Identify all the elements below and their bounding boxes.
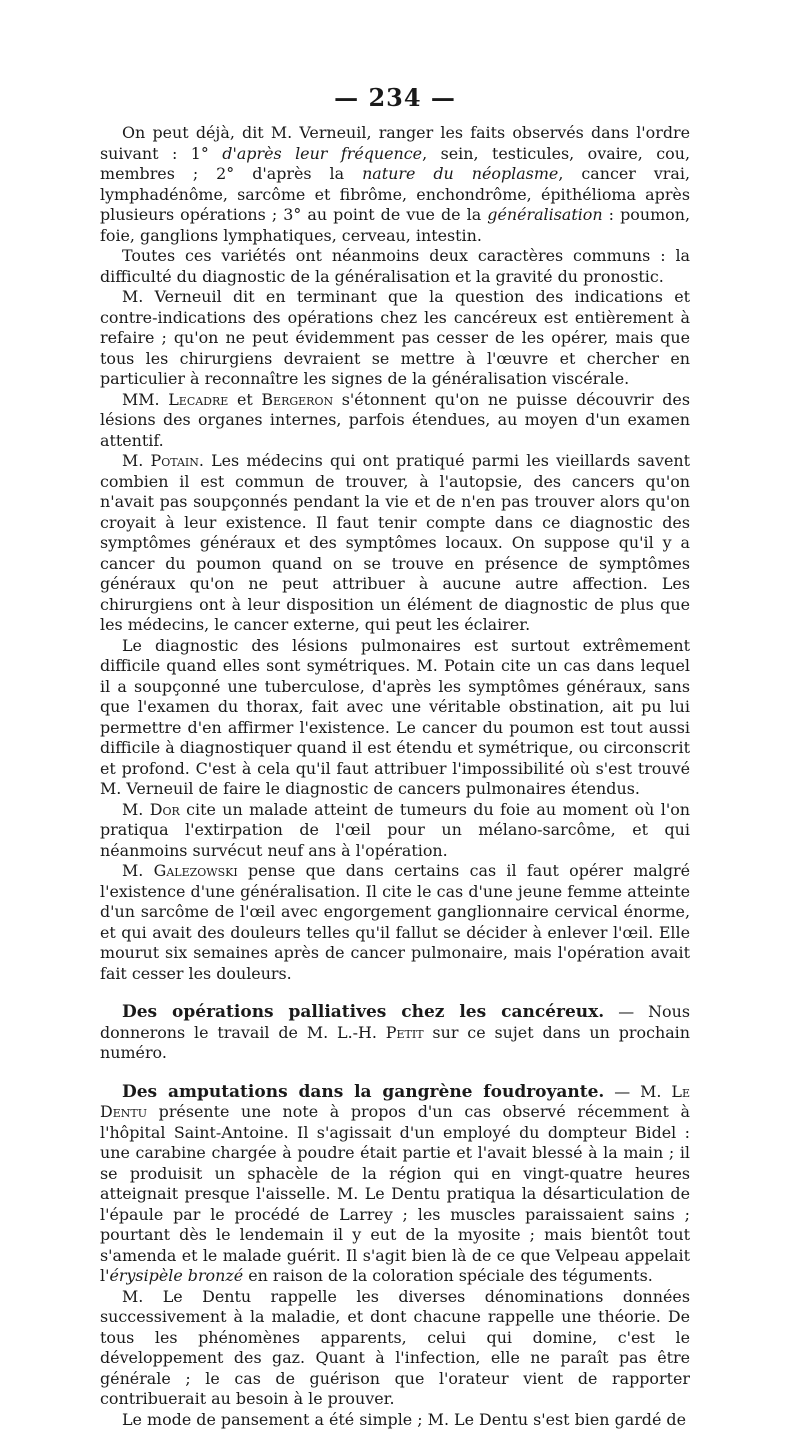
paragraph-dor: M. Dor cite un malade atteint de tumeurs du foie au moment où l'on pratiqua l'extirpation de l'œil pour un mélano-sarcôme, et qui néanmoins survécut neuf ans à l'opération. [100, 799, 690, 860]
section-title: Des amputations dans la gangrène foudroyante. [122, 1081, 605, 1102]
document-page [100, 82, 690, 1430]
speaker-name: Bergeron [261, 389, 334, 409]
speaker-name: Dor [149, 799, 180, 819]
paragraph-verneuil-conclusion: M. Verneuil dit en terminant que la question des indications et contre-indications des opérations chez les cancéreux est entièrement à refaire ; qu'on ne peut évidemment pas cesser de les opérer, mais que tous les chirurgiens devraient se mettre à l'œuvre et chercher en particulier à reconnaître les signes de la généralisation viscérale. [100, 287, 690, 389]
section-palliative-operations: Des opérations palliatives chez les cancéreux. — Nous donnerons le travail de M. L.-H. Petit sur ce sujet dans un prochain numéro. [100, 1002, 690, 1063]
paragraph-potain: M. Potain. Les médecins qui ont pratiqué parmi les vieillards savent combien il est commun de trouver, à l'autopsie, des cancers qu'on n'avait pas soupçonnés pendant la vie et de n'en pas trouver alors qu'on croyait à leur existence. Il faut tenir compte dans ce diagnostic des symptômes généraux et des symptômes locaux. On suppose qu'il y a cancer du poumon quand on se trouve en présence de symptômes généraux qu'on ne peut attribuer à aucune autre affection. Les chirurgiens ont à leur disposition un élément de diagnostic de plus que les médecins, le cancer externe, qui peut les éclairer. [100, 451, 690, 635]
paragraph-common-characters: Toutes ces variétés ont néanmoins deux caractères communs : la difficulté du diagnostic de la généralisation et la gravité du pronostic. [100, 246, 690, 286]
paragraph-lecadre-bergeron: MM. Lecadre et Bergeron s'étonnent qu'on ne puisse découvrir des lésions des organes internes, parfois étendues, au moyen d'un examen attentif. [100, 389, 690, 450]
paragraph-pulmonary-diagnosis: Le diagnostic des lésions pulmonaires est surtout extrêmement difficile quand elles sont symétriques. M. Potain cite un cas dans lequel il a soupçonné une tuberculose, d'après les symptômes généraux, sans que l'examen du thorax, fait avec une véritable obstination, ait pu lui permettre d'en affirmer l'existence. Le cancer du poumon est tout aussi difficile à diagnostiquer quand il est étendu et symétrique, ou circonscrit et profond. C'est à cela qu'il faut attribuer l'impossibilité où s'est trouvé M. Verneuil de faire le diagnostic de cancers pulmonaires étendus. [100, 635, 690, 799]
paragraph-galezowski: M. Galezowski pense que dans certains cas il faut opérer malgré l'existence d'une généralisation. Il cite le cas d'une jeune femme atteinte d'un sarcôme de l'œil avec engorgement ganglionnaire cervical énorme, et qui avait des douleurs telles qu'il fallut se décider à enlever l'œil. Elle mourut six semaines après de cancer pulmonaire, mais l'opération avait fait cesser les douleurs. [100, 861, 690, 983]
paragraph-le-dentu-theories: M. Le Dentu rappelle les diverses dénominations données successivement à la maladie, et dont chacune rappelle une théorie. De tous les phénomènes apparents, celui qui domine, c'est le développement des gaz. Quant à l'infection, elle ne paraît pas être générale ; le cas de guérison que l'orateur vient de rapporter contribuerait au besoin à le prouver. [100, 1286, 690, 1409]
section-amputations-gangrene: Des amputations dans la gangrène foudroyante. — M. Le Dentu présente une note à propos d'un cas observé récemment à l'hôpital Saint-Antoine. Il s'agissait d'un employé du dompteur Bidel : une carabine chargée à poudre était partie et l'avait blessé à la main ; il se produisit un sphacèle de la région qui en vingt-quatre heures atteignait presque l'aisselle. M. Le Dentu pratiqua la désarticulation de l'épaule par le procédé de Larrey ; les muscles paraissaient sains ; pourtant dès le lendemain il y eut de la myosite ; mais bientôt tout s'amenda et le malade guérit. Il s'agit bien là de ce que Velpeau appelait l'érysipèle bronzé en raison de la coloration spéciale des téguments. [100, 1081, 690, 1286]
section-title: Des opérations palliatives chez les cancéreux. [122, 1002, 605, 1023]
speaker-name: Galezowski [153, 861, 238, 881]
paragraph-dressing-mode: Le mode de pansement a été simple ; M. Le Dentu s'est bien gardé de [122, 1409, 687, 1429]
speaker-name: Lecadre [168, 389, 229, 409]
speaker-name: Petit [385, 1022, 424, 1042]
paragraph-verneuil-classification: On peut déjà, dit M. Verneuil, ranger les faits observés dans l'ordre suivant : 1° d'après leur fréquence, sein, testicules, ovaire, cou, membres ; 2° d'après la nature du néoplasme, cancer vrai, lymphadénôme, sarcôme et fibrôme, enchondrôme, épithélioma après plusieurs opérations ; 3° au point de vue de la généralisation : poumon, foie, ganglions lymphatiques, cerveau, intestin. [100, 123, 691, 245]
speaker-name: Le Dentu [100, 1081, 690, 1122]
speaker-name: Potain [150, 451, 199, 471]
page-number: — 234 — [334, 83, 456, 112]
